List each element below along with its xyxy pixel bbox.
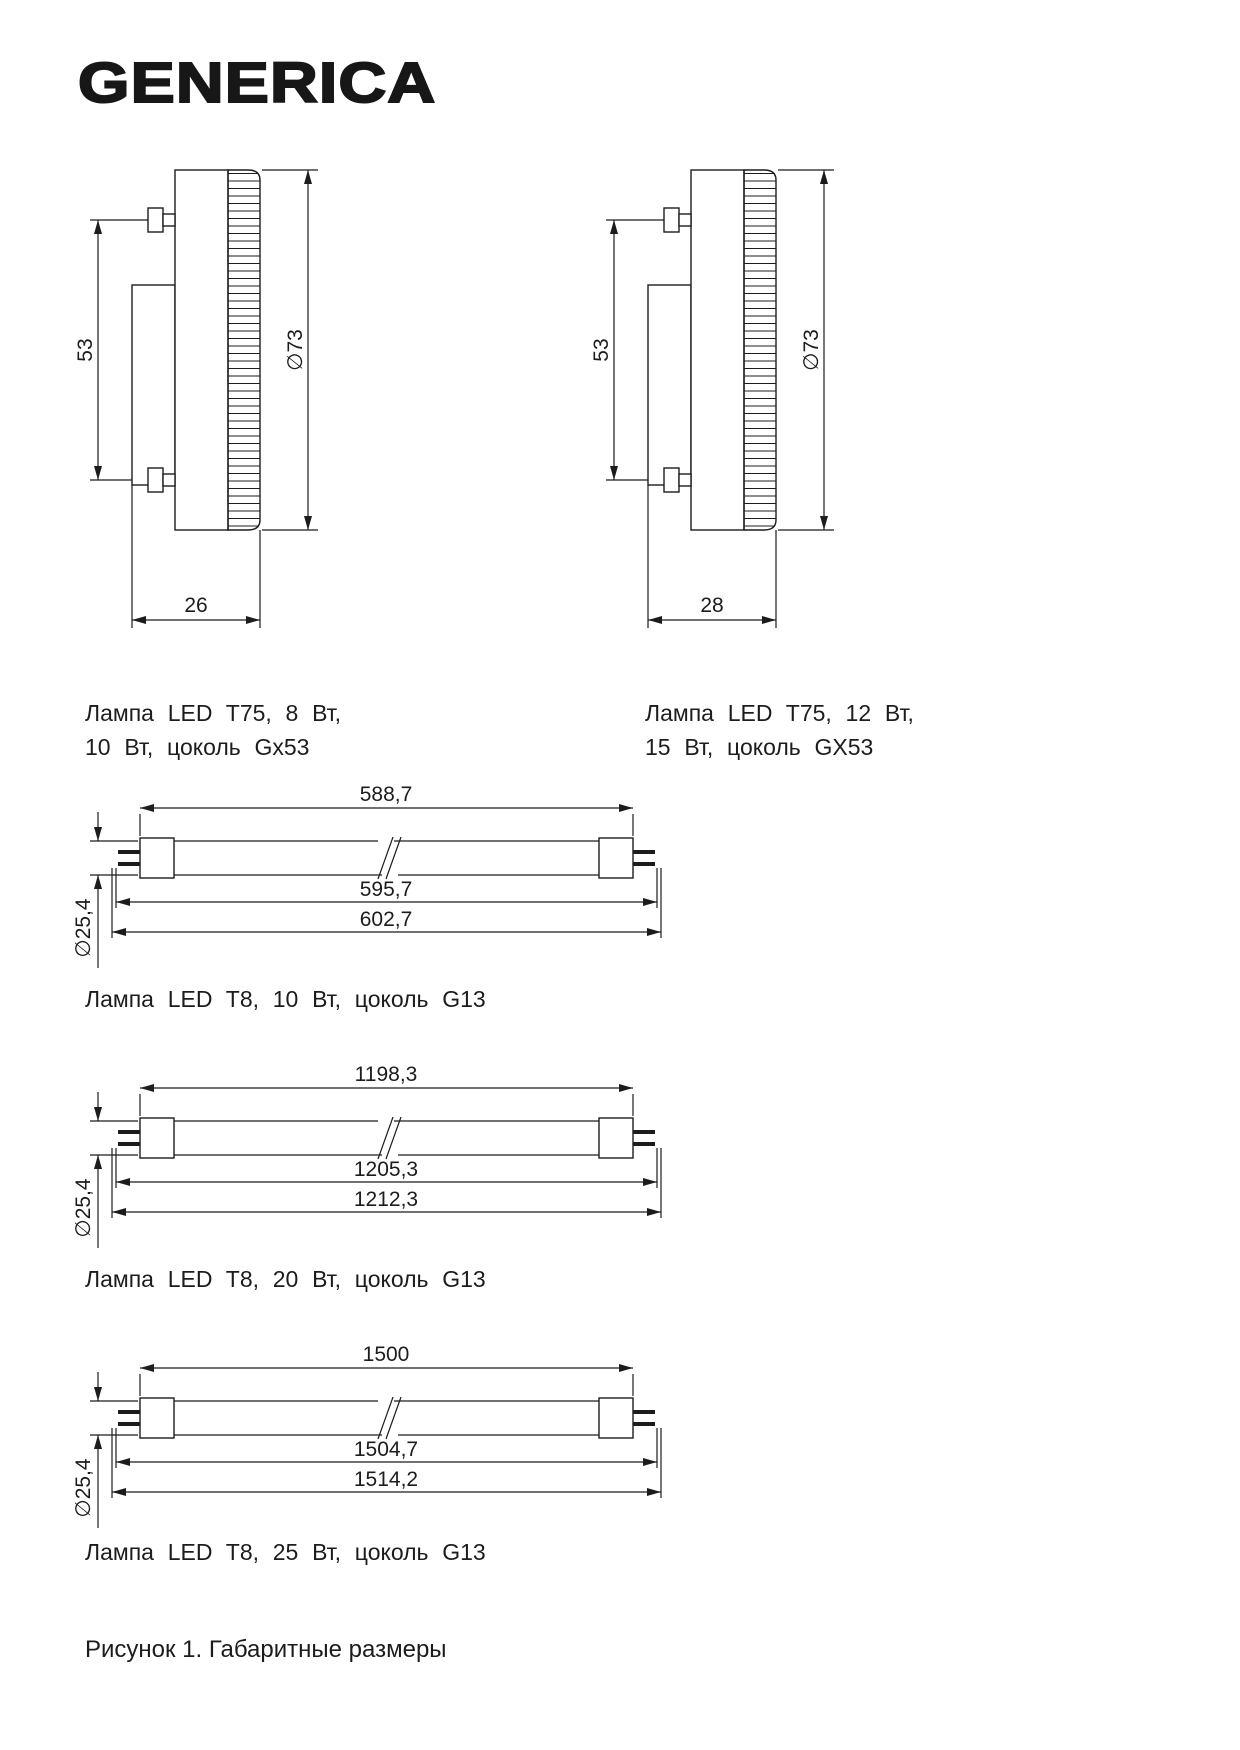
t8-caption-25w: Лампа LED T8, 25 Вт, цоколь G13 xyxy=(85,1539,486,1565)
caption-line: Лампа LED T75, 8 Вт, xyxy=(85,700,342,726)
dim-diameter-label: ∅73 xyxy=(800,329,823,371)
dim-body-length-label: 588,7 xyxy=(359,783,413,806)
gx53-drawing-8w xyxy=(60,150,360,670)
t8-drawing-20w xyxy=(60,1048,720,1263)
dim-overall-length-label: 1212,3 xyxy=(353,1188,419,1211)
dim-overall-length-label: 602,7 xyxy=(359,908,413,931)
gx53-caption-left xyxy=(85,696,341,764)
dim-body-length-label: 1500 xyxy=(362,1343,410,1366)
dim-height-label: 53 xyxy=(590,338,613,362)
dim-overall-length-label: 1514,2 xyxy=(353,1468,419,1491)
caption-line: Лампа LED T75, 12 Вт, xyxy=(645,700,914,726)
dim-diameter-label: ∅25,4 xyxy=(72,898,95,958)
caption-line: 15 Вт, цоколь GX53 xyxy=(645,734,874,760)
gx53-caption-right xyxy=(645,696,914,764)
gx53-drawing-12w xyxy=(576,150,876,670)
t8-caption-20w: Лампа LED T8, 20 Вт, цоколь G13 xyxy=(85,1266,486,1292)
dim-pin-length-label: 1504,7 xyxy=(353,1438,419,1461)
figure-caption: Рисунок 1. Габаритные размеры xyxy=(85,1636,447,1663)
caption-line: 10 Вт, цоколь Gx53 xyxy=(85,734,310,760)
dim-diameter-label: ∅25,4 xyxy=(72,1178,95,1238)
brand-logo: GENERICA xyxy=(78,51,437,115)
dim-depth-label: 28 xyxy=(700,594,724,617)
t8-caption-10w: Лампа LED T8, 10 Вт, цоколь G13 xyxy=(85,986,486,1012)
dim-body-length-label: 1198,3 xyxy=(354,1063,418,1086)
t8-drawing-25w xyxy=(60,1328,720,1543)
dim-height-label: 53 xyxy=(74,338,97,362)
dim-pin-length-label: 1205,3 xyxy=(353,1158,419,1181)
dim-diameter-label: ∅73 xyxy=(284,329,307,371)
dim-pin-length-label: 595,7 xyxy=(359,878,413,901)
dim-depth-label: 26 xyxy=(184,594,208,617)
t8-drawing-10w xyxy=(60,768,720,983)
dim-diameter-label: ∅25,4 xyxy=(72,1458,95,1518)
